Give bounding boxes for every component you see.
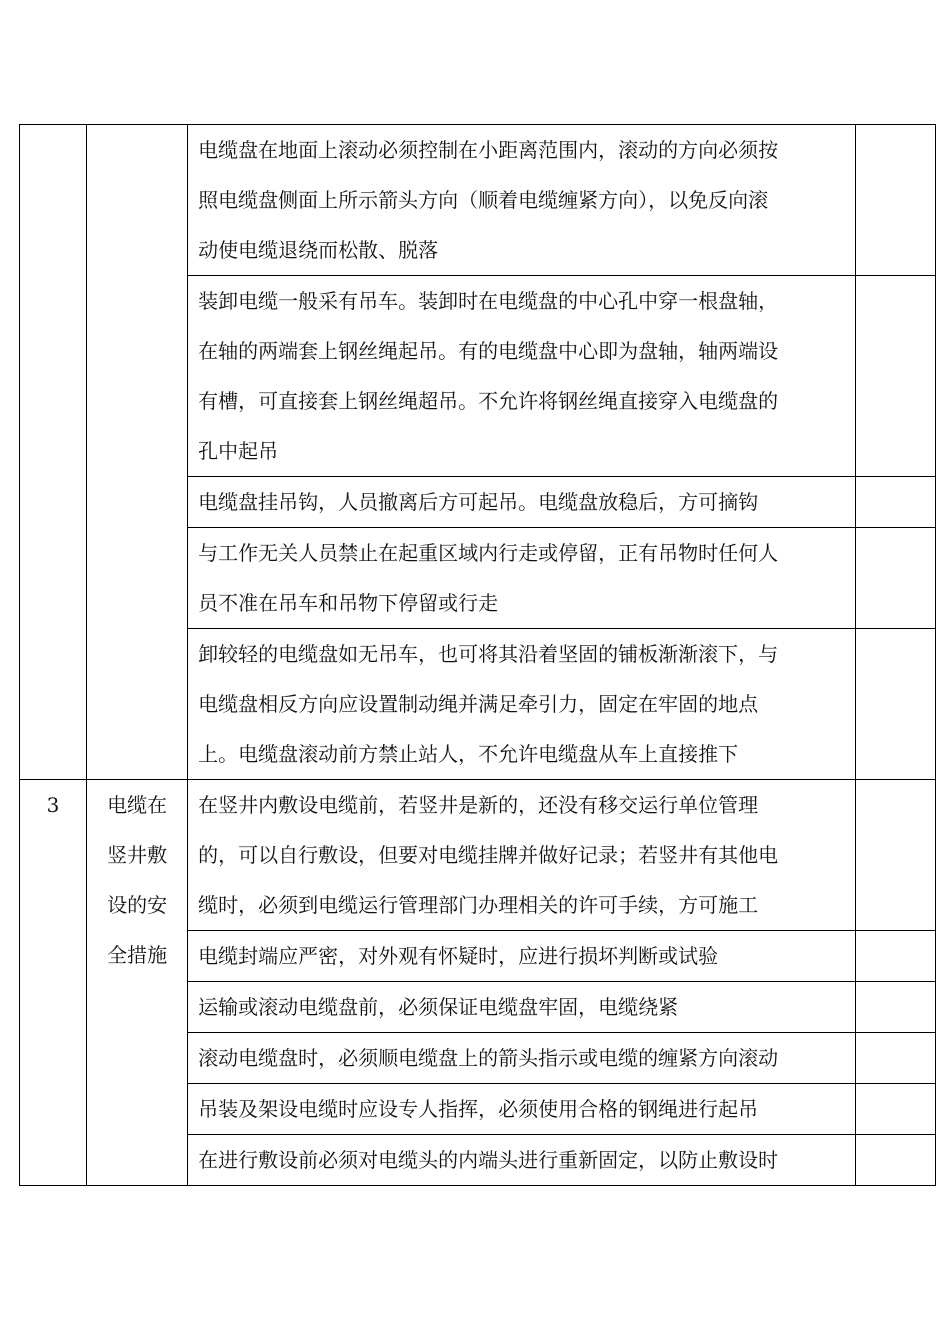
section-title-cell (87, 780, 188, 1186)
measure-text-cell: 在进行敷设前必须对电缆头的内端头进行重新固定，以防止敷设时 (188, 1135, 856, 1186)
section-number-cell (20, 780, 87, 1186)
check-cell (855, 477, 935, 528)
measure-text-cell: 卸较轻的电缆盘如无吊车，也可将其沿着坚固的铺板渐渐滚下，与 电缆盘相反方向应设置制动绳并满足牵引力，固定在牢固的地点 上。电缆盘滚动前方禁止站人，不允许电缆盘从车上直接推下 (188, 629, 856, 780)
measure-text-cell: 装卸电缆一般采有吊车。装卸时在电缆盘的中心孔中穿一根盘轴， 在轴的两端套上钢丝绳起吊。有的电缆盘中心即为盘轴，轴两端设 有槽，可直接套上钢丝绳超吊。不允许将钢丝绳直接穿入电缆盘的 孔中起吊 (188, 276, 856, 477)
measure-text-cell: 电缆盘在地面上滚动必须控制在小距离范围内，滚动的方向必须按 照电缆盘侧面上所示箭头方向（顺着电缆缠紧方向），以免反向滚 动使电缆退绕而松散、脱落 (188, 125, 856, 276)
measure-text-cell: 滚动电缆盘时，必须顺电缆盘上的箭头指示或电缆的缠紧方向滚动 (188, 1033, 856, 1084)
check-cell (855, 931, 935, 982)
check-cell (855, 629, 935, 780)
number-cell-empty (20, 125, 87, 780)
measure-text-cell: 在竖井内敷设电缆前，若竖井是新的，还没有移交运行单位管理 的，可以自行敷设，但要对电缆挂牌并做好记录；若竖井有其他电 缆时，必须到电缆运行管理部门办理相关的许可手续，方可施工 (188, 780, 856, 931)
table-row (20, 780, 936, 931)
measure-text-cell: 运输或滚动电缆盘前，必须保证电缆盘牢固，电缆绕紧 (188, 982, 856, 1033)
check-cell (855, 1135, 935, 1186)
section-title: 电缆在 竖井敷 设的安 全措施 (107, 793, 168, 967)
check-cell (855, 1033, 935, 1084)
check-cell (855, 528, 935, 629)
safety-measures-table (19, 124, 936, 1186)
measure-text-cell: 与工作无关人员禁止在起重区域内行走或停留，正有吊物时任何人 员不准在吊车和吊物下停留或行走 (188, 528, 856, 629)
check-cell (855, 125, 935, 276)
check-cell (855, 1084, 935, 1135)
table-row (20, 125, 936, 276)
section-number: 3 (46, 793, 60, 817)
check-cell (855, 780, 935, 931)
measure-text-cell: 吊装及架设电缆时应设专人指挥，必须使用合格的钢绳进行起吊 (188, 1084, 856, 1135)
check-cell (855, 982, 935, 1033)
check-cell (855, 276, 935, 477)
title-cell-empty (87, 125, 188, 780)
measure-text-cell: 电缆封端应严密，对外观有怀疑时，应进行损坏判断或试验 (188, 931, 856, 982)
measure-text-cell: 电缆盘挂吊钩，人员撤离后方可起吊。电缆盘放稳后，方可摘钩 (188, 477, 856, 528)
